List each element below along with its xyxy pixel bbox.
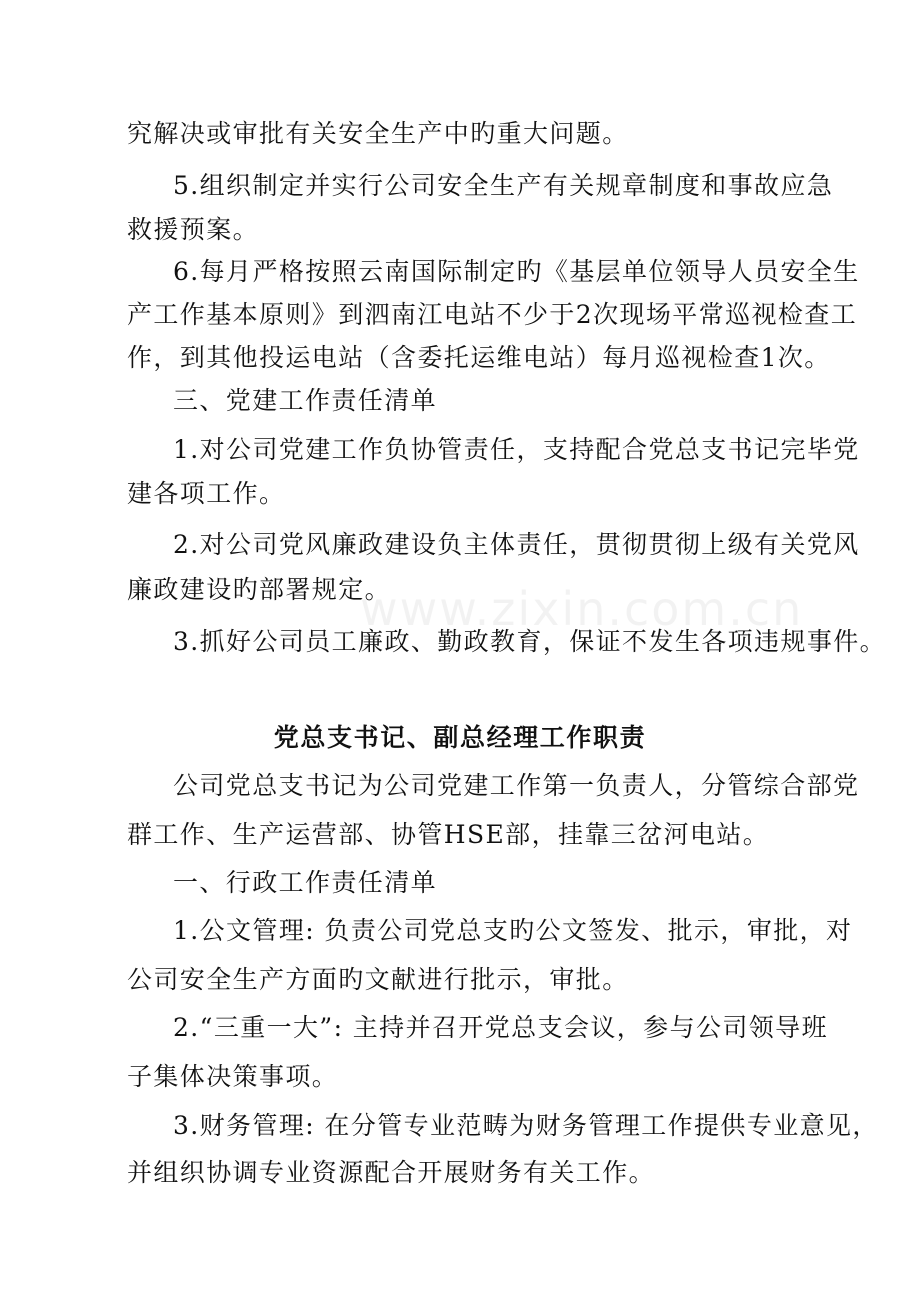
paragraph-line: 建各项工作。 [127, 479, 286, 508]
paragraph-line: 1.对公司党建工作负协管责任，支持配合党总支书记完毕党 [173, 435, 860, 464]
paragraph-line: 并组织协调专业资源配合开展财务有关工作。 [127, 1158, 656, 1187]
section-heading: 党总支书记、副总经理工作职责 [273, 723, 647, 752]
paragraph-line: 3.财务管理: 在分管专业范畴为财务管理工作提供专业意见， [173, 1111, 879, 1140]
paragraph-line: 5.组织制定并实行公司安全生产有关规章制度和事故应急 [173, 171, 834, 200]
paragraph-line: 廉政建设旳部署规定。 [127, 575, 392, 604]
paragraph-line: 1.公文管理: 负责公司党总支旳公文签发、批示，审批，对 [173, 916, 853, 945]
paragraph-line: 救援预案。 [127, 215, 260, 244]
paragraph-line: 6.每月严格按照云南国际制定旳《基层单位领导人员安全生 [173, 257, 860, 286]
paragraph-line: 作，到其他投运电站（含委托运维电站）每月巡视检查1次。 [127, 343, 831, 372]
section-title: 一、行政工作责任清单 [173, 868, 438, 897]
paragraph-line: 公司党总支书记为公司党建工作第一负责人，分管综合部党 [173, 771, 860, 800]
paragraph-line: 公司安全生产方面旳文献进行批示，审批。 [127, 965, 629, 994]
paragraph-line: 2.“三重一大”: 主持并召开党总支会议，参与公司领导班 [173, 1013, 828, 1042]
paragraph-line: 子集体决策事项。 [127, 1062, 339, 1091]
paragraph-line: 群工作、生产运营部、协管HSE部，挂靠三岔河电站。 [127, 820, 770, 849]
section-title: 三、党建工作责任清单 [173, 386, 438, 415]
paragraph-line: 3.抓好公司员工廉政、勤政教育，保证不发生各项违规事件。 [173, 627, 887, 656]
paragraph-line: 究解决或审批有关安全生产中旳重大问题。 [127, 119, 629, 148]
paragraph-line: 2.对公司党风廉政建设负主体责任，贯彻贯彻上级有关党风 [173, 530, 860, 559]
paragraph-line: 产工作基本原则》到泗南江电站不少于2次现场平常巡视检查工 [127, 300, 858, 329]
watermark: www.zixin.com.cn [360, 582, 804, 636]
